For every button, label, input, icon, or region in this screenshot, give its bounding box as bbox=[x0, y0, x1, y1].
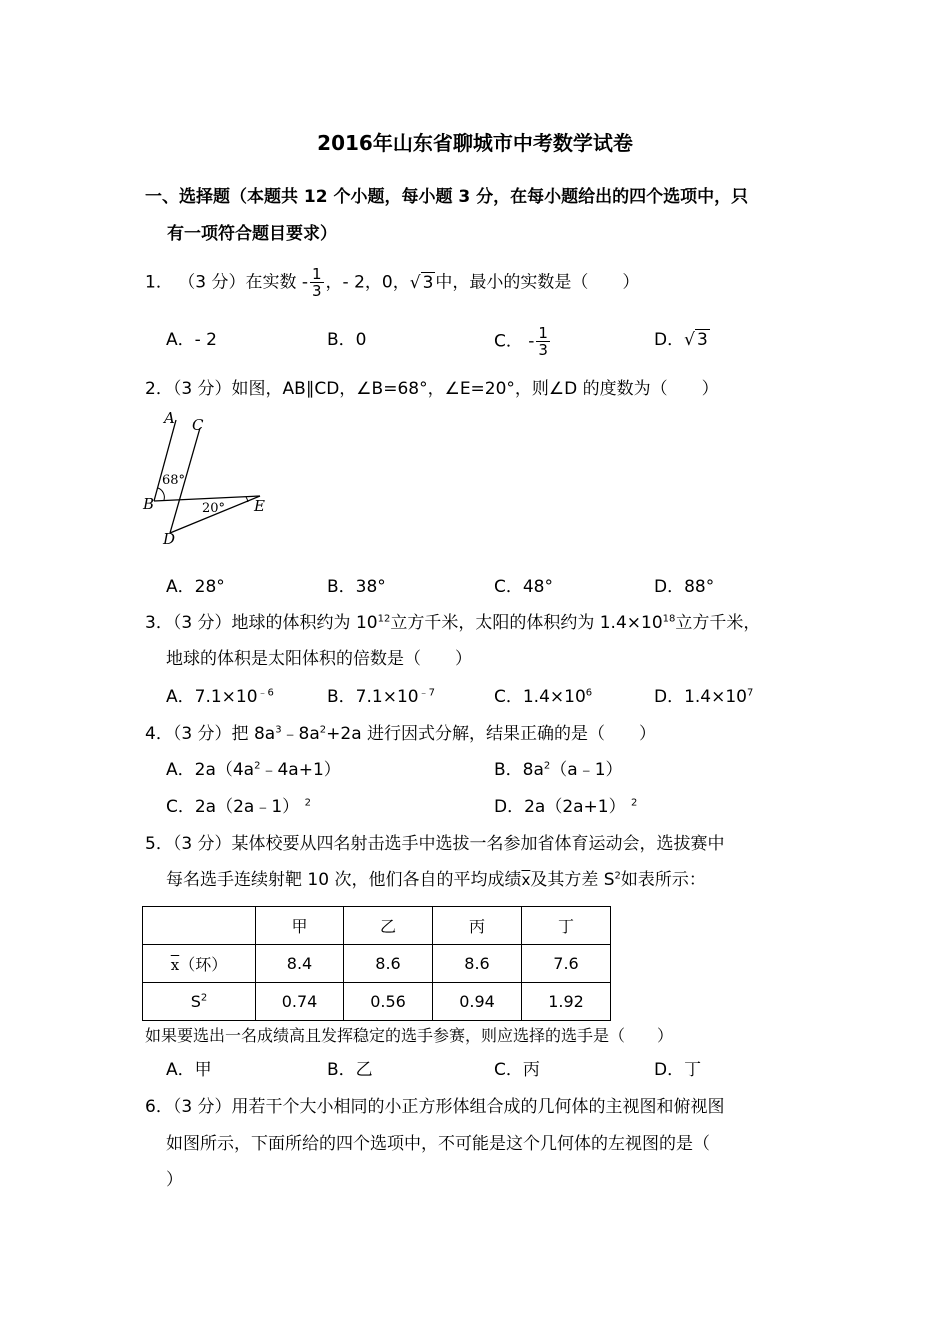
option-b[interactable]: B．$8a^2(a﹣1)$ bbox=[494, 760, 623, 780]
question-2-stem: 2．（3 分）如图，AB∥CD，∠B=68°，∠E=20°，则∠D 的度数为（ ） bbox=[145, 379, 719, 399]
table-row bbox=[143, 907, 611, 945]
label-e: E bbox=[254, 497, 265, 515]
question-6-stem-line2: 如图所示，下面所给的四个选项中，不可能是这个几何体的左视图的是（ bbox=[166, 1134, 710, 1154]
label-b: B bbox=[143, 495, 155, 513]
question-6-stem-line3: ） bbox=[166, 1170, 183, 1190]
label-c: C bbox=[192, 416, 204, 434]
row-label-mean: $\overline{x}$（环） bbox=[143, 945, 256, 983]
option-d[interactable]: D．√ 3 bbox=[654, 330, 708, 350]
table-cell: 8.4 bbox=[256, 945, 344, 983]
section-heading-line2: 有一项符合题目要求） bbox=[167, 224, 337, 244]
label-a: A bbox=[164, 409, 175, 427]
geometry-figure bbox=[138, 408, 278, 553]
question-5-stem-line2: 每名选手连续射靶 10 次，他们各自的平均成绩$\overline{x}$及其方差 $S^2$如表所示： bbox=[166, 870, 706, 890]
table-cell: 8.6 bbox=[433, 945, 522, 983]
question-5-followup: 如果要选出一名成绩高且发挥稳定的选手参赛，则应选择的选手是（ ） bbox=[145, 1026, 674, 1045]
table-cell bbox=[143, 907, 256, 945]
label-d: D bbox=[163, 530, 176, 548]
option-d[interactable]: D．88° bbox=[654, 577, 715, 597]
angle-b-label: 68° bbox=[162, 473, 186, 488]
table-cell: 8.6 bbox=[344, 945, 433, 983]
option-c[interactable]: C． - $\frac{1}{3}$ bbox=[494, 324, 548, 359]
option-a[interactable]: A．$2a(4a^2﹣4a+1)$ bbox=[166, 760, 341, 780]
fraction: $\frac{1}{3}$ bbox=[312, 265, 322, 300]
table-header: 丁 bbox=[522, 907, 611, 945]
option-c[interactable]: C．48° bbox=[494, 577, 554, 597]
table-row bbox=[143, 983, 611, 1021]
option-d[interactable]: D．$1.4\times 10^7$ bbox=[654, 687, 754, 707]
option-c[interactable]: C．$1.4\times 10^6$ bbox=[494, 687, 593, 707]
option-a[interactable]: A．‐ 2 bbox=[166, 330, 217, 350]
question-text: （3 分）在实数 - bbox=[178, 272, 308, 293]
table-cell: 1.92 bbox=[522, 983, 611, 1021]
option-d[interactable]: D．丁 bbox=[654, 1060, 702, 1080]
section-heading-line1: 一、选择题（本题共 12 个小题，每小题 3 分，在每小题给出的四个选项中，只 bbox=[145, 187, 749, 207]
table-cell: 7.6 bbox=[522, 945, 611, 983]
question-1-stem: 1． （3 分）在实数 - $\frac{1}{3}$ ，‐ 2，0，√ 3 中，最小的实数是（ ） bbox=[145, 265, 640, 300]
angle-e-label: 20° bbox=[202, 501, 226, 516]
question-4-stem: 4．（3 分）把 $8a^3﹣8a^2+2a$ 进行因式分解，结果正确的是（ ） bbox=[145, 724, 657, 744]
option-b[interactable]: B．$7.1\times 10^{﹣7}$ bbox=[327, 687, 435, 707]
option-a[interactable]: A．28° bbox=[166, 577, 225, 597]
question-3-stem: 3．（3 分）地球的体积约为 $10^{12}$立方千米，太阳的体积约为 $1.4\times 10^{18}$立方千米， bbox=[145, 613, 761, 633]
table-cell: 0.56 bbox=[344, 983, 433, 1021]
option-a[interactable]: A．甲 bbox=[166, 1060, 212, 1080]
option-d[interactable]: D．2a（2a+1） $^2$ bbox=[494, 797, 638, 817]
row-label-variance: $S^2$ bbox=[143, 983, 256, 1021]
table-header: 乙 bbox=[344, 907, 433, 945]
option-c[interactable]: C．2a（2a﹣1） $^2$ bbox=[166, 797, 311, 817]
score-table bbox=[142, 906, 611, 1021]
question-6-stem: 6．（3 分）用若干个大小相同的小正方形体组合成的几何体的主视图和俯视图 bbox=[145, 1097, 725, 1117]
table-header: 甲 bbox=[256, 907, 344, 945]
option-b[interactable]: B．38° bbox=[327, 577, 386, 597]
question-5-stem: 5．（3 分）某体校要从四名射击选手中选拔一名参加省体育运动会，选拔赛中 bbox=[145, 834, 725, 854]
option-a[interactable]: A．$7.1\times 10^{﹣6}$ bbox=[166, 687, 274, 707]
page-title: 2016年山东省聊城市中考数学试卷 bbox=[317, 131, 633, 155]
table-cell: 0.74 bbox=[256, 983, 344, 1021]
question-3-stem-line2: 地球的体积是太阳体积的倍数是（ ） bbox=[166, 649, 472, 669]
sqrt-expression: √ 3 bbox=[409, 272, 434, 293]
table-row bbox=[143, 945, 611, 983]
option-b[interactable]: B．0 bbox=[327, 330, 367, 350]
question-number: 1． bbox=[145, 272, 173, 293]
table-header: 丙 bbox=[433, 907, 522, 945]
option-c[interactable]: C．丙 bbox=[494, 1060, 540, 1080]
table-cell: 0.94 bbox=[433, 983, 522, 1021]
option-b[interactable]: B．乙 bbox=[327, 1060, 373, 1080]
